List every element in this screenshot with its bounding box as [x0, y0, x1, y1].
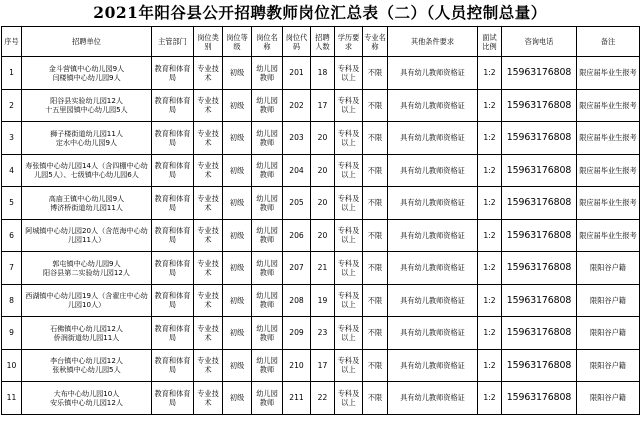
- header-cell: 岗位类别: [194, 27, 223, 57]
- cell-major: 不限: [363, 317, 388, 350]
- cell-dept: 教育和体育局: [152, 154, 194, 187]
- cell-unit: 阿城镇中心幼儿园20人（含范海中心幼儿园11人）: [22, 219, 152, 252]
- cell-cat: 专业技术: [194, 252, 223, 285]
- cell-code: 201: [283, 57, 311, 90]
- cell-edu: 专科及以上: [335, 187, 363, 220]
- cell-name: 幼儿园教师: [252, 154, 283, 187]
- cell-cat: 专业技术: [194, 57, 223, 90]
- cell-cat: 专业技术: [194, 122, 223, 155]
- cell-note: 限阳谷户籍: [577, 252, 640, 285]
- cell-ratio: 1:2: [478, 219, 502, 252]
- cell-level: 初级: [223, 154, 252, 187]
- cell-cat: 专业技术: [194, 89, 223, 122]
- cell-ratio: 1:2: [478, 122, 502, 155]
- table-body: [2, 57, 640, 415]
- cell-note: 限应届毕业生报考: [577, 154, 640, 187]
- cell-unit: 大布中心幼儿园10人 安乐镇中心幼儿园12人: [22, 382, 152, 415]
- header-cell: 学历要求: [335, 27, 363, 57]
- cell-name: 幼儿园教师: [252, 122, 283, 155]
- cell-edu: 专科及以上: [335, 382, 363, 415]
- cell-dept: 教育和体育局: [152, 187, 194, 220]
- cell-cat: 专业技术: [194, 382, 223, 415]
- cell-no: 2: [2, 89, 22, 122]
- cell-dept: 教育和体育局: [152, 89, 194, 122]
- cell-major: 不限: [363, 349, 388, 382]
- cell-phone: 15963176808: [502, 317, 577, 350]
- cell-unit: 金斗营镇中心幼儿园9人 闫楼镇中心幼儿园9人: [22, 57, 152, 90]
- cell-edu: 专科及以上: [335, 252, 363, 285]
- cell-cond: 具有幼儿教师资格证: [388, 187, 478, 220]
- cell-cat: 专业技术: [194, 349, 223, 382]
- header-cell: 咨询电话: [502, 27, 577, 57]
- cell-edu: 专科及以上: [335, 219, 363, 252]
- cell-level: 初级: [223, 187, 252, 220]
- cell-level: 初级: [223, 284, 252, 317]
- cell-code: 211: [283, 382, 311, 415]
- cell-cond: 具有幼儿教师资格证: [388, 154, 478, 187]
- cell-dept: 教育和体育局: [152, 382, 194, 415]
- header-cell: 面试比例: [478, 27, 502, 57]
- table-row: [2, 317, 640, 350]
- cell-level: 初级: [223, 122, 252, 155]
- cell-major: 不限: [363, 219, 388, 252]
- cell-no: 4: [2, 154, 22, 187]
- cell-phone: 15963176808: [502, 154, 577, 187]
- cell-count: 20: [311, 154, 335, 187]
- cell-no: 9: [2, 317, 22, 350]
- cell-cond: 具有幼儿教师资格证: [388, 317, 478, 350]
- cell-count: 19: [311, 284, 335, 317]
- cell-code: 207: [283, 252, 311, 285]
- cell-dept: 教育和体育局: [152, 252, 194, 285]
- cell-code: 209: [283, 317, 311, 350]
- cell-ratio: 1:2: [478, 382, 502, 415]
- cell-phone: 15963176808: [502, 89, 577, 122]
- cell-unit: 郭屯镇中心幼儿园9人 阳谷县第二实验幼儿园12人: [22, 252, 152, 285]
- header-row: [2, 27, 640, 57]
- table-row: [2, 219, 640, 252]
- cell-code: 202: [283, 89, 311, 122]
- cell-unit: 石佛镇中心幼儿园12人 侨润街道幼儿园11人: [22, 317, 152, 350]
- table-row: [2, 187, 640, 220]
- cell-level: 初级: [223, 382, 252, 415]
- cell-code: 206: [283, 219, 311, 252]
- cell-name: 幼儿园教师: [252, 349, 283, 382]
- cell-edu: 专科及以上: [335, 154, 363, 187]
- cell-cond: 具有幼儿教师资格证: [388, 89, 478, 122]
- cell-note: 限应届毕业生报考: [577, 219, 640, 252]
- cell-ratio: 1:2: [478, 89, 502, 122]
- cell-count: 17: [311, 89, 335, 122]
- cell-phone: 15963176808: [502, 57, 577, 90]
- cell-phone: 15963176808: [502, 187, 577, 220]
- cell-cond: 具有幼儿教师资格证: [388, 349, 478, 382]
- cell-count: 23: [311, 317, 335, 350]
- cell-note: 限阳谷户籍: [577, 349, 640, 382]
- cell-major: 不限: [363, 252, 388, 285]
- cell-unit: 寿张镇中心幼儿园14人（含四棚中心幼儿园5人）、七级镇中心幼儿园6人: [22, 154, 152, 187]
- cell-count: 22: [311, 382, 335, 415]
- cell-edu: 专科及以上: [335, 57, 363, 90]
- cell-phone: 15963176808: [502, 284, 577, 317]
- cell-level: 初级: [223, 349, 252, 382]
- cell-no: 8: [2, 284, 22, 317]
- cell-name: 幼儿园教师: [252, 219, 283, 252]
- cell-edu: 专科及以上: [335, 349, 363, 382]
- cell-ratio: 1:2: [478, 154, 502, 187]
- cell-note: 限应届毕业生报考: [577, 122, 640, 155]
- cell-code: 210: [283, 349, 311, 382]
- table-row: [2, 57, 640, 90]
- cell-code: 208: [283, 284, 311, 317]
- cell-phone: 15963176808: [502, 219, 577, 252]
- cell-major: 不限: [363, 382, 388, 415]
- cell-cat: 专业技术: [194, 187, 223, 220]
- cell-phone: 15963176808: [502, 382, 577, 415]
- cell-note: 限阳谷户籍: [577, 382, 640, 415]
- table-row: [2, 382, 640, 415]
- header-cell: 岗位等级: [223, 27, 252, 57]
- cell-ratio: 1:2: [478, 349, 502, 382]
- cell-dept: 教育和体育局: [152, 219, 194, 252]
- cell-unit: 阳谷县实验幼儿园12人 十五里园镇中心幼儿园5人: [22, 89, 152, 122]
- cell-cat: 专业技术: [194, 284, 223, 317]
- cell-cond: 具有幼儿教师资格证: [388, 252, 478, 285]
- cell-ratio: 1:2: [478, 187, 502, 220]
- recruitment-table: [1, 26, 640, 415]
- cell-note: 限应届毕业生报考: [577, 57, 640, 90]
- cell-name: 幼儿园教师: [252, 317, 283, 350]
- cell-unit: 西湖镇中心幼儿园19人（含翟庄中心幼儿园10人）: [22, 284, 152, 317]
- cell-major: 不限: [363, 57, 388, 90]
- header-cell: 岗位名称: [252, 27, 283, 57]
- cell-ratio: 1:2: [478, 284, 502, 317]
- cell-count: 20: [311, 122, 335, 155]
- cell-phone: 15963176808: [502, 122, 577, 155]
- cell-level: 初级: [223, 317, 252, 350]
- cell-edu: 专科及以上: [335, 89, 363, 122]
- cell-no: 3: [2, 122, 22, 155]
- table-row: [2, 252, 640, 285]
- cell-no: 5: [2, 187, 22, 220]
- cell-cond: 具有幼儿教师资格证: [388, 284, 478, 317]
- cell-unit: 狮子楼街道幼儿园11人 定水中心幼儿园9人: [22, 122, 152, 155]
- header-cell: 备注: [577, 27, 640, 57]
- header-cell: 其他条件要求: [388, 27, 478, 57]
- header-cell: 专业名称: [363, 27, 388, 57]
- cell-major: 不限: [363, 154, 388, 187]
- header-cell: 主管部门: [152, 27, 194, 57]
- cell-note: 限应届毕业生报考: [577, 187, 640, 220]
- cell-unit: 高庙王镇中心幼儿园9人 博济桥街道幼儿园11人: [22, 187, 152, 220]
- cell-no: 10: [2, 349, 22, 382]
- cell-ratio: 1:2: [478, 252, 502, 285]
- cell-code: 203: [283, 122, 311, 155]
- cell-cond: 具有幼儿教师资格证: [388, 57, 478, 90]
- cell-code: 205: [283, 187, 311, 220]
- cell-name: 幼儿园教师: [252, 382, 283, 415]
- cell-code: 204: [283, 154, 311, 187]
- header-cell: 招聘单位: [22, 27, 152, 57]
- cell-major: 不限: [363, 284, 388, 317]
- cell-name: 幼儿园教师: [252, 252, 283, 285]
- cell-no: 7: [2, 252, 22, 285]
- cell-note: 限阳谷户籍: [577, 317, 640, 350]
- cell-cat: 专业技术: [194, 154, 223, 187]
- cell-note: 限阳谷户籍: [577, 284, 640, 317]
- cell-major: 不限: [363, 89, 388, 122]
- cell-dept: 教育和体育局: [152, 349, 194, 382]
- cell-dept: 教育和体育局: [152, 57, 194, 90]
- cell-edu: 专科及以上: [335, 122, 363, 155]
- cell-no: 6: [2, 219, 22, 252]
- cell-note: 限应届毕业生报考: [577, 89, 640, 122]
- table-row: [2, 122, 640, 155]
- cell-count: 20: [311, 187, 335, 220]
- cell-dept: 教育和体育局: [152, 122, 194, 155]
- cell-cat: 专业技术: [194, 219, 223, 252]
- cell-major: 不限: [363, 122, 388, 155]
- cell-ratio: 1:2: [478, 317, 502, 350]
- header-cell: 岗位代码: [283, 27, 311, 57]
- cell-count: 20: [311, 219, 335, 252]
- cell-name: 幼儿园教师: [252, 284, 283, 317]
- cell-name: 幼儿园教师: [252, 89, 283, 122]
- cell-count: 21: [311, 252, 335, 285]
- cell-count: 17: [311, 349, 335, 382]
- cell-count: 18: [311, 57, 335, 90]
- cell-edu: 专科及以上: [335, 284, 363, 317]
- header-cell: 序号: [2, 27, 22, 57]
- cell-cat: 专业技术: [194, 317, 223, 350]
- cell-ratio: 1:2: [478, 57, 502, 90]
- cell-cond: 具有幼儿教师资格证: [388, 382, 478, 415]
- cell-unit: 李台镇中心幼儿园12人 张秋镇中心幼儿园5人: [22, 349, 152, 382]
- cell-name: 幼儿园教师: [252, 187, 283, 220]
- cell-name: 幼儿园教师: [252, 57, 283, 90]
- cell-no: 11: [2, 382, 22, 415]
- cell-phone: 15963176808: [502, 252, 577, 285]
- cell-level: 初级: [223, 252, 252, 285]
- cell-level: 初级: [223, 89, 252, 122]
- cell-level: 初级: [223, 219, 252, 252]
- header-cell: 招聘人数: [311, 27, 335, 57]
- cell-level: 初级: [223, 57, 252, 90]
- cell-edu: 专科及以上: [335, 317, 363, 350]
- table-row: [2, 349, 640, 382]
- table-row: [2, 89, 640, 122]
- cell-major: 不限: [363, 187, 388, 220]
- cell-dept: 教育和体育局: [152, 317, 194, 350]
- cell-phone: 15963176808: [502, 349, 577, 382]
- cell-no: 1: [2, 57, 22, 90]
- cell-cond: 具有幼儿教师资格证: [388, 219, 478, 252]
- cell-cond: 具有幼儿教师资格证: [388, 122, 478, 155]
- table-row: [2, 284, 640, 317]
- cell-dept: 教育和体育局: [152, 284, 194, 317]
- table-row: [2, 154, 640, 187]
- page-title: 2021年阳谷县公开招聘教师岗位汇总表（二）（人员控制总量）: [93, 3, 547, 22]
